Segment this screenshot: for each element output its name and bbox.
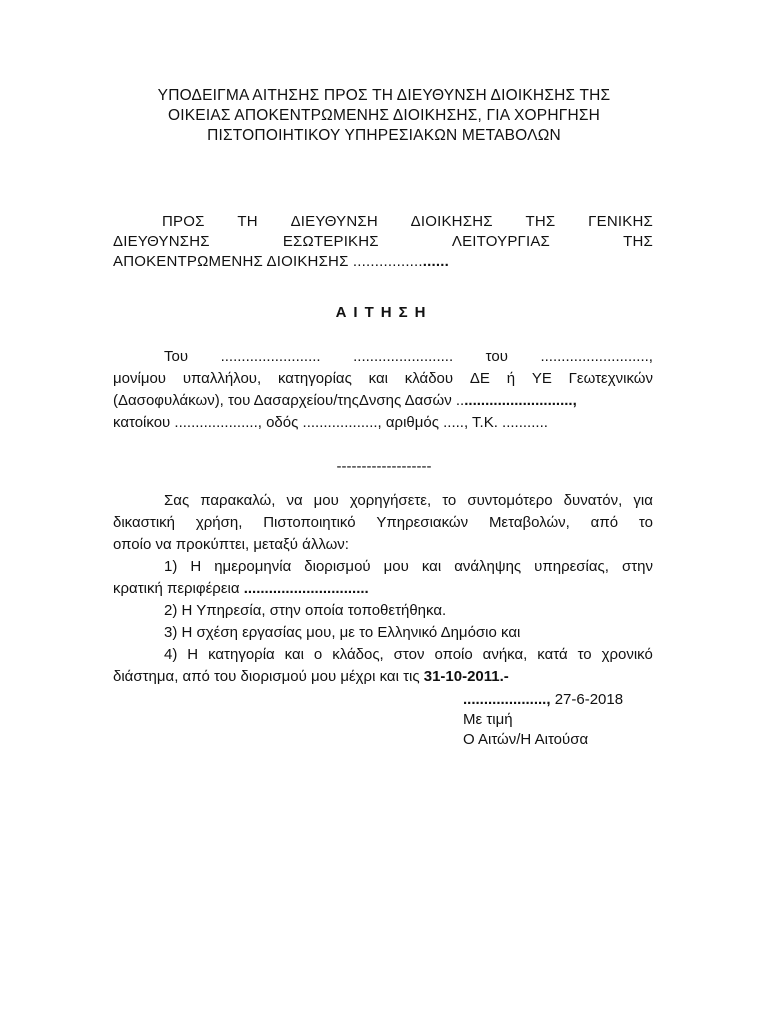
word: ή [506, 370, 516, 387]
request-line-3: οποίο να προκύπτει, μεταξύ άλλων: [113, 536, 349, 553]
word: το [638, 514, 653, 531]
word: ΔΙΕΥΘΥΝΣΗ [290, 213, 378, 230]
word: κλάδος, [332, 646, 384, 663]
word: μονίμου [113, 370, 167, 387]
word: Η [190, 558, 202, 575]
word: Πιστοποιητικό [263, 514, 356, 531]
request-item-1-cont [113, 578, 653, 600]
applicant-line-2 [113, 368, 653, 390]
word: το [577, 646, 592, 663]
request-item-2: 2) Η Υπηρεσία, στην οποία τοποθετήθηκα. [164, 602, 447, 619]
word: ΔΕ [469, 370, 490, 387]
applicant-line-3-dots: .........................., [464, 392, 577, 409]
request-paragraph [113, 490, 653, 688]
word: Μεταβολών, [488, 514, 570, 531]
addressee-line-2 [113, 232, 653, 252]
word: .........................., [540, 348, 653, 365]
word: μου [313, 492, 339, 509]
word: ΥΕ [531, 370, 552, 387]
word: ........................ [220, 348, 321, 365]
word: οποίο [434, 646, 473, 663]
greeting: Με τιμή [463, 711, 513, 728]
request-item-3: 3) Η σχέση εργασίας μου, με το Ελληνικό Δημόσιο και [164, 624, 521, 641]
place-dots: ...................., [463, 691, 551, 708]
request-item-1 [113, 556, 653, 578]
addressee-line-3-dots: ...... [422, 253, 450, 270]
applicant-paragraph [113, 346, 653, 434]
word: ........................ [353, 348, 454, 365]
word: υπαλλήλου, [182, 370, 262, 387]
document-title: ΑΙΤΗΣΗ [335, 304, 433, 321]
word: υπηρεσίας, [534, 558, 609, 575]
word: για [633, 492, 653, 509]
word: να [286, 492, 303, 509]
applicant-line-1 [113, 346, 653, 368]
word: Γεωτεχνικών [568, 370, 653, 387]
request-line-1 [113, 490, 653, 512]
request-item-4-cont-date: 31-10-2011.- [423, 668, 509, 685]
word: από [590, 514, 619, 531]
word: Σας [164, 492, 190, 509]
word: διορισμού [304, 558, 371, 575]
word: του [485, 348, 508, 365]
word: κατηγορία [208, 646, 275, 663]
word: ΤΗ [237, 213, 258, 230]
addressee-line-1 [113, 212, 653, 232]
word: και [284, 646, 304, 663]
signature-block [463, 690, 623, 750]
word: και [421, 558, 442, 575]
request-item-4-cont-text: διάστημα, από του διορισμού μου μέχρι και τις [113, 668, 424, 685]
word: ΛΕΙΤΟΥΡΓΙΑΣ [451, 233, 551, 250]
word: ΤΗΣ [623, 233, 653, 250]
word: ΤΗΣ [525, 213, 556, 230]
word: κατηγορίας [277, 370, 352, 387]
word: Του [164, 348, 189, 365]
place-date-line [463, 690, 623, 710]
word: στην [621, 558, 653, 575]
word: ανήκα, [482, 646, 528, 663]
addressee-line-3-text: ΑΠΟΚΕΝΤΡΩΜΕΝΗΣ ΔΙΟΙΚΗΣΗΣ ................ [113, 253, 423, 270]
word: μου [383, 558, 409, 575]
word: ΕΣΩΤΕΡΙΚΗΣ [282, 233, 379, 250]
word: συντομότερο [467, 492, 553, 509]
request-item-1-cont-text: κρατική περιφέρεια [113, 580, 244, 597]
word: δυνατόν, [563, 492, 623, 509]
word: 1) [164, 558, 178, 575]
word: 4) [164, 646, 178, 663]
date-text: 27-6-2018 [550, 691, 624, 708]
request-item-4 [113, 644, 653, 666]
word: το [442, 492, 457, 509]
word: χρονικό [601, 646, 653, 663]
word: Η [187, 646, 199, 663]
request-item-4-cont [113, 666, 653, 688]
document-heading [0, 86, 768, 146]
word: παρακαλώ, [200, 492, 276, 509]
word: ΔΙΟΙΚΗΣΗΣ [410, 213, 493, 230]
word: ΔΙΕΥΘΥΝΣΗΣ [113, 233, 210, 250]
applicant-line-3 [113, 390, 653, 412]
word: ΓΕΝΙΚΗΣ [588, 213, 653, 230]
word: ΠΡΟΣ [162, 213, 205, 230]
word: ημερομηνία [214, 558, 292, 575]
heading-line-2: ΟΙΚΕΙΑΣ ΑΠΟΚΕΝΤΡΩΜΕΝΗΣ ΔΙΟΙΚΗΣΗΣ, ΓΙΑ ΧΟΡΗΓΗΣΗ [167, 107, 601, 124]
word: στον [393, 646, 425, 663]
word: δικαστική [113, 514, 176, 531]
applicant-line-4: κατοίκου ...................., οδός .................., αριθμός ....., Τ.Κ. ........... [113, 414, 548, 431]
request-line-2 [113, 512, 653, 534]
word: κατά [537, 646, 568, 663]
applicant-line-3-text: (Δασοφυλάκων), του Δασαρχείου/τηςΔνσης Δασών .. [113, 392, 465, 409]
request-item-1-cont-dots: .............................. [243, 580, 369, 597]
separator-line: ------------------- [336, 458, 432, 475]
word: χρήση, [195, 514, 243, 531]
addressee-line-3 [113, 252, 653, 272]
word: Υπηρεσιακών [376, 514, 469, 531]
word: ανάληψης [454, 558, 522, 575]
word: ο [313, 646, 323, 663]
heading-line-3: ΠΙΣΤΟΠΟΙΗΤΙΚΟΥ ΥΠΗΡΕΣΙΑΚΩΝ ΜΕΤΑΒΟΛΩΝ [207, 127, 561, 144]
addressee-block [113, 212, 653, 272]
word: κλάδου [404, 370, 454, 387]
heading-line-1: ΥΠΟΔΕΙΓΜΑ ΑΙΤΗΣΗΣ ΠΡΟΣ ΤΗ ΔΙΕΥΘΥΝΣΗ ΔΙΟΙΚΗΣΗΣ ΤΗΣ [157, 87, 611, 104]
signer-label: Ο Αιτών/Η Αιτούσα [463, 731, 589, 748]
word: και [368, 370, 388, 387]
word: χορηγήσετε, [349, 492, 432, 509]
